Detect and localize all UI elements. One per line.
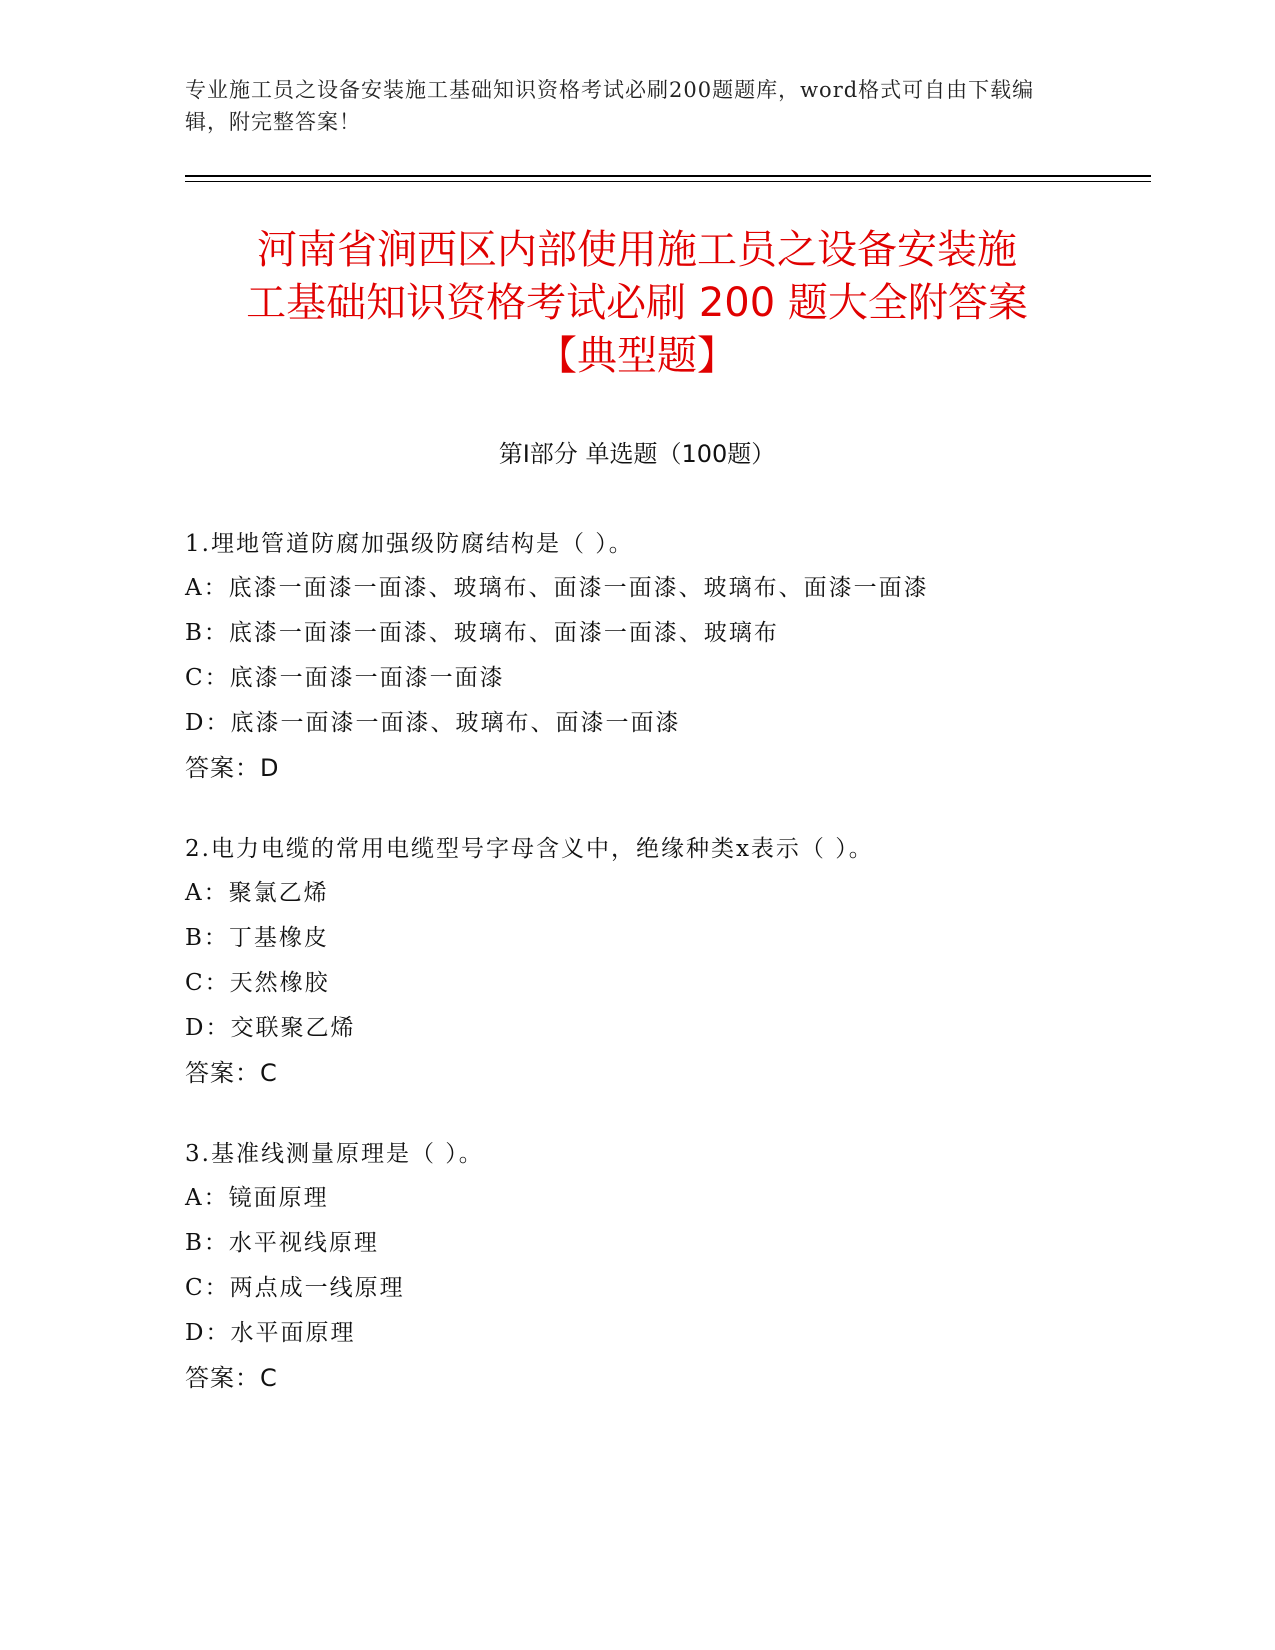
title-line-1: 河南省涧西区内部使用施工员之设备安装施 [257, 227, 1017, 273]
option-c: C：两点成一线原理 [185, 1275, 405, 1301]
question-list [185, 522, 1085, 1437]
question-stem: 1.埋地管道防腐加强级防腐结构是（ ）。 [185, 531, 634, 557]
answer-line: 答案：C [185, 1364, 278, 1392]
option-d: D：底漆一面漆一面漆、玻璃布、面漆一面漆 [185, 710, 681, 736]
answer-line: 答案：D [185, 754, 280, 782]
question-2 [185, 827, 1085, 1096]
option-d: D：水平面原理 [185, 1320, 356, 1346]
question-3 [185, 1132, 1085, 1401]
option-a: A：聚氯乙烯 [185, 880, 329, 906]
document-title [185, 224, 1089, 383]
section-title: 第Ⅰ部分 单选题（100题） [498, 440, 776, 468]
option-b: B：水平视线原理 [185, 1230, 379, 1256]
question-1 [185, 522, 1085, 791]
header-divider-thin [185, 181, 1151, 182]
answer-line: 答案：C [185, 1059, 278, 1087]
question-stem: 3.基准线测量原理是（ ）。 [185, 1141, 484, 1167]
header-note: 专业施工员之设备安装施工基础知识资格考试必刷200题题库，word格式可自由下载编辑，附完整答案！ [185, 78, 1035, 134]
title-line-3: 【典型题】 [537, 333, 737, 379]
option-a: A：镜面原理 [185, 1185, 329, 1211]
question-stem: 2.电力电缆的常用电缆型号字母含义中，绝缘种类x表示（ ）。 [185, 836, 874, 862]
option-d: D：交联聚乙烯 [185, 1015, 356, 1041]
option-b: B：底漆一面漆一面漆、玻璃布、面漆一面漆、玻璃布 [185, 620, 779, 646]
option-c: C：天然橡胶 [185, 970, 330, 996]
option-b: B：丁基橡皮 [185, 925, 329, 951]
header-divider-thick [185, 175, 1151, 177]
option-c: C：底漆一面漆一面漆一面漆 [185, 665, 505, 691]
title-line-2: 工基础知识资格考试必刷 200 题大全附答案 [246, 280, 1028, 326]
option-a: A：底漆一面漆一面漆、玻璃布、面漆一面漆、玻璃布、面漆一面漆 [185, 575, 929, 601]
